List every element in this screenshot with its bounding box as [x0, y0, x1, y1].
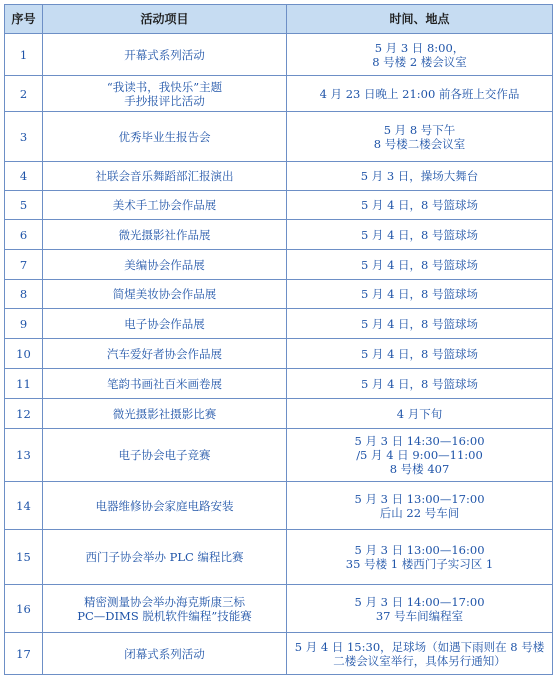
time-place-header: 时间、地点	[287, 5, 553, 34]
row-activity: 西门子协会举办 PLC 编程比赛	[43, 530, 287, 585]
row-time-place: 5 月 4 日 15:30，足球场（如遇下雨则在 8 号楼 二楼会议室举行，具体另行通知）	[287, 633, 553, 675]
row-activity: 美编协会作品展	[43, 250, 287, 280]
table-row	[5, 76, 553, 112]
table-row	[5, 34, 553, 76]
row-time-place: 5 月 4 日，8 号篮球场	[287, 220, 553, 250]
header-row	[5, 5, 553, 34]
row-time-place: 5 月 3 日，操场大舞台	[287, 162, 553, 191]
row-time-place: 5 月 3 日 14:30—16:00 /5 月 4 日 9:00—11:00 8 号楼 407	[287, 429, 553, 482]
table-row	[5, 585, 553, 633]
row-activity: 电器维修协会家庭电路安装	[43, 482, 287, 530]
row-index: 9	[5, 309, 43, 339]
table-row	[5, 220, 553, 250]
row-index: 1	[5, 34, 43, 76]
row-activity: 微光摄影社摄影比赛	[43, 399, 287, 429]
table-row	[5, 309, 553, 339]
row-activity: 简煋美妆协会作品展	[43, 280, 287, 309]
table-row	[5, 112, 553, 162]
table-row	[5, 369, 553, 399]
table-row	[5, 530, 553, 585]
activity-header: 活动项目	[43, 5, 287, 34]
table-row	[5, 399, 553, 429]
row-index: 16	[5, 585, 43, 633]
row-index: 10	[5, 339, 43, 369]
row-index: 17	[5, 633, 43, 675]
row-index: 7	[5, 250, 43, 280]
row-index: 11	[5, 369, 43, 399]
row-activity: 开幕式系列活动	[43, 34, 287, 76]
row-activity: “我读书，我快乐”主题 手抄报评比活动	[43, 76, 287, 112]
row-index: 12	[5, 399, 43, 429]
row-time-place: 5 月 4 日，8 号篮球场	[287, 309, 553, 339]
row-time-place: 5 月 4 日，8 号篮球场	[287, 191, 553, 220]
table-row	[5, 162, 553, 191]
row-index: 14	[5, 482, 43, 530]
row-time-place: 4 月下旬	[287, 399, 553, 429]
row-activity: 美术手工协会作品展	[43, 191, 287, 220]
row-activity: 精密测量协会举办海克斯康三标 PC—DIMS 脱机软件编程”技能赛	[43, 585, 287, 633]
row-activity: 闭幕式系列活动	[43, 633, 287, 675]
row-time-place: 5 月 4 日，8 号篮球场	[287, 250, 553, 280]
row-index: 13	[5, 429, 43, 482]
row-time-place: 5 月 4 日，8 号篮球场	[287, 280, 553, 309]
row-activity: 优秀毕业生报告会	[43, 112, 287, 162]
row-time-place: 5 月 4 日，8 号篮球场	[287, 339, 553, 369]
row-index: 15	[5, 530, 43, 585]
table-row	[5, 191, 553, 220]
table-row	[5, 280, 553, 309]
row-index: 6	[5, 220, 43, 250]
table-row	[5, 482, 553, 530]
row-index: 5	[5, 191, 43, 220]
row-index: 2	[5, 76, 43, 112]
row-index: 4	[5, 162, 43, 191]
row-index: 3	[5, 112, 43, 162]
row-activity: 笔韵书画社百米画卷展	[43, 369, 287, 399]
table-row	[5, 339, 553, 369]
row-time-place: 5 月 3 日 8:00， 8 号楼 2 楼会议室	[287, 34, 553, 76]
row-activity: 电子协会作品展	[43, 309, 287, 339]
table-row	[5, 633, 553, 675]
row-time-place: 5 月 3 日 13:00—17:00 后山 22 号车间	[287, 482, 553, 530]
row-activity: 微光摄影社作品展	[43, 220, 287, 250]
table-row	[5, 250, 553, 280]
row-activity: 汽车爱好者协会作品展	[43, 339, 287, 369]
row-activity: 电子协会电子竞赛	[43, 429, 287, 482]
row-time-place: 4 月 23 日晚上 21:00 前各班上交作品	[287, 76, 553, 112]
index-header: 序号	[5, 5, 43, 34]
row-activity: 社联会音乐舞蹈部汇报演出	[43, 162, 287, 191]
row-time-place: 5 月 8 号下午 8 号楼二楼会议室	[287, 112, 553, 162]
table-row	[5, 429, 553, 482]
row-time-place: 5 月 4 日，8 号篮球场	[287, 369, 553, 399]
activity-schedule-table	[4, 4, 553, 675]
row-index: 8	[5, 280, 43, 309]
row-time-place: 5 月 3 日 14:00—17:00 37 号车间编程室	[287, 585, 553, 633]
row-time-place: 5 月 3 日 13:00—16:00 35 号楼 1 楼西门子实习区 1	[287, 530, 553, 585]
